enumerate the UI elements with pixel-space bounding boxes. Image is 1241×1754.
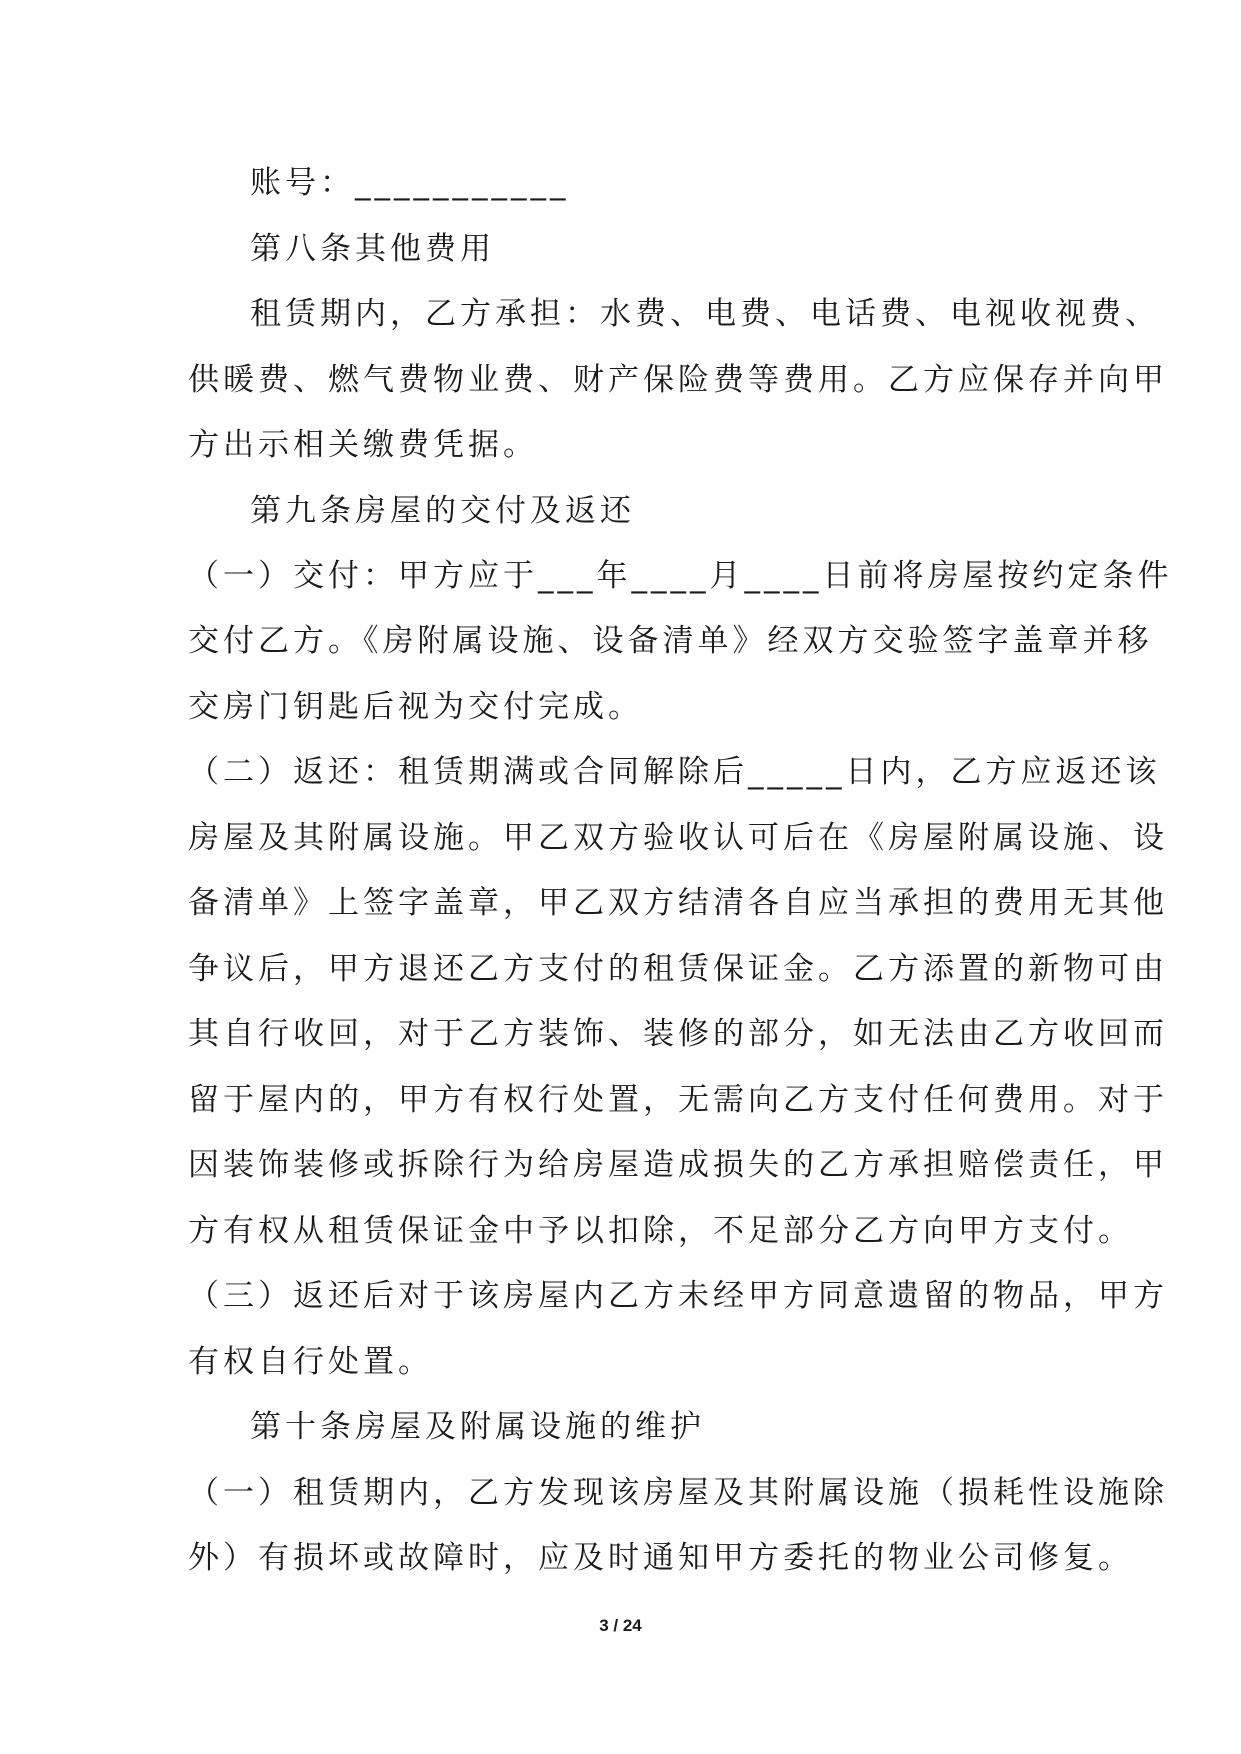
article-9-heading: 第九条房屋的交付及返还	[250, 493, 635, 529]
paragraph-line: 方有权从租赁保证金中予以扣除，不足部分乙方向甲方支付。	[188, 1213, 1133, 1249]
paragraph-line: 供暖费、燃气费物业费、财产保险费等费用。乙方应保存并向甲	[188, 362, 1168, 398]
paragraph-line: 房屋及其附属设施。甲乙双方验收认可后在《房屋附属设施、设	[188, 820, 1168, 856]
article-8-heading: 第八条其他费用	[250, 231, 495, 267]
article-10-heading: 第十条房屋及附属设施的维护	[250, 1409, 705, 1445]
account-number-line: 账号：___________	[250, 165, 570, 201]
paragraph-line: 留于屋内的，甲方有权行处置，无需向乙方支付任何费用。对于	[188, 1082, 1168, 1118]
paragraph-line: 有权自行处置。	[188, 1344, 433, 1380]
paragraph-line: 交付乙方。《房附属设施、设备清单》经双方交验签字盖章并移	[188, 623, 1153, 659]
paragraph-line: 争议后，甲方退还乙方支付的租赁保证金。乙方添置的新物可由	[188, 951, 1168, 987]
paragraph-line: 因装饰装修或拆除行为给房屋造成损失的乙方承担赔偿责任，甲	[188, 1147, 1168, 1183]
page-number: 3 / 24	[599, 1616, 642, 1635]
paragraph-line: 外）有损坏或故障时，应及时通知甲方委托的物业公司修复。	[188, 1540, 1133, 1576]
paragraph-line: （一）租赁期内，乙方发现该房屋及其附属设施（损耗性设施除	[188, 1475, 1168, 1511]
paragraph-line: 方出示相关缴费凭据。	[188, 427, 538, 463]
paragraph-line: 备清单》上签字盖章，甲乙双方结清各自应当承担的费用无其他	[188, 885, 1168, 921]
paragraph-line: （二）返还：租赁期满或合同解除后_____日内，乙方应返还该	[188, 754, 1161, 790]
paragraph-line: 交房门钥匙后视为交付完成。	[188, 689, 643, 725]
paragraph-line: （三）返还后对于该房屋内乙方未经甲方同意遗留的物品，甲方	[188, 1278, 1168, 1314]
paragraph-line: 租赁期内，乙方承担：水费、电费、电话费、电视收视费、	[250, 296, 1160, 332]
paragraph-line: 其自行收回，对于乙方装饰、装修的部分，如无法由乙方收回而	[188, 1016, 1168, 1052]
paragraph-line: （一）交付：甲方应于___年____月____日前将房屋按约定条件	[188, 558, 1173, 594]
